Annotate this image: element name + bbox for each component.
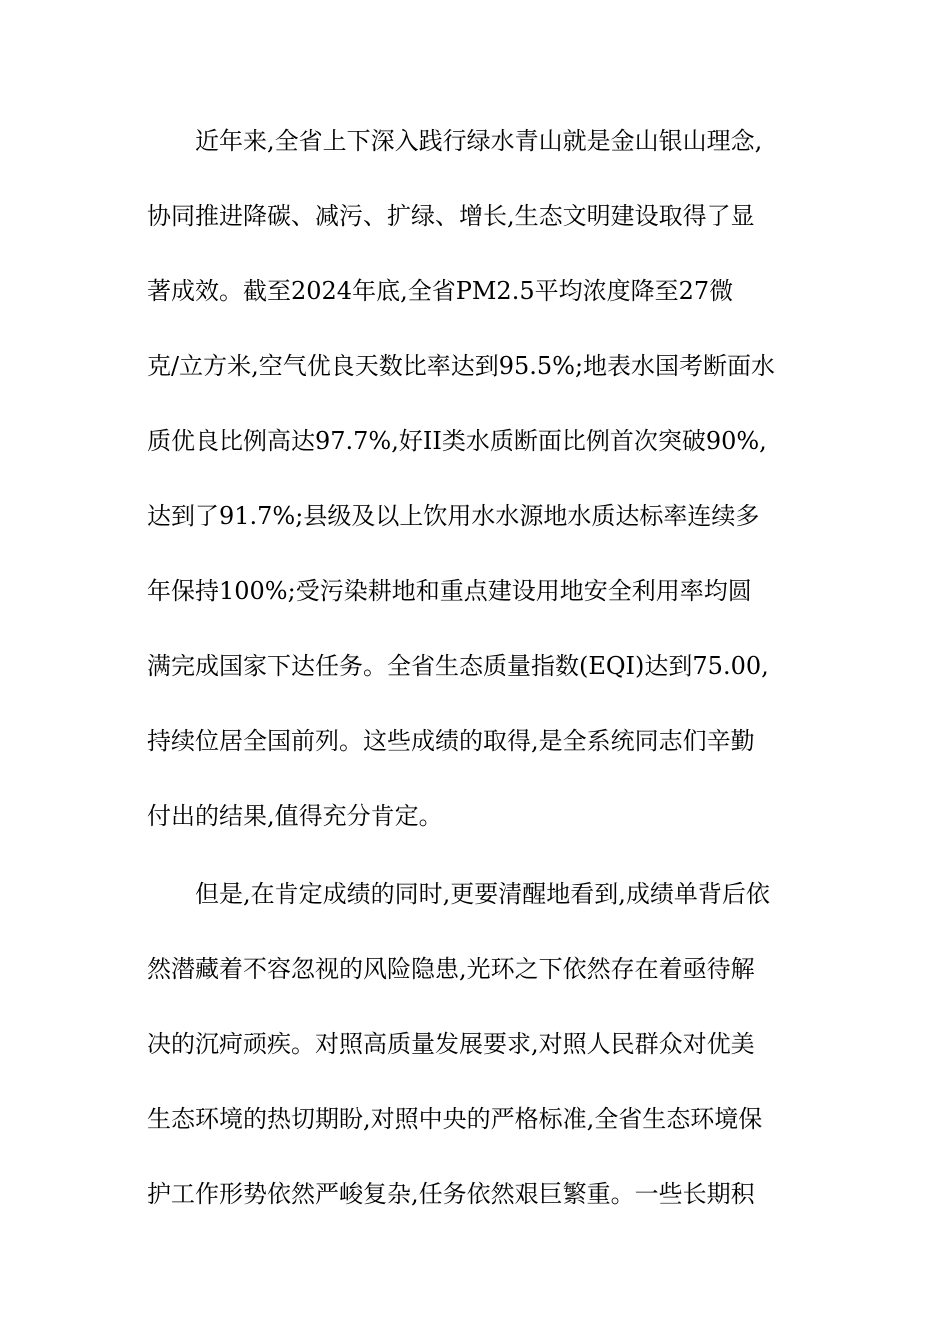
- text-line: 生态环境的热切期盼,对照中央的严格标准,全省生态环境保: [147, 1105, 763, 1133]
- paragraph-achievements: [147, 120, 807, 870]
- text-line: 近年来,全省上下深入践行绿水青山就是金山银山理念,: [195, 127, 763, 155]
- text-line: 持续位居全国前列。这些成绩的取得,是全系统同志们辛勤: [147, 727, 755, 755]
- text-line: 著成效。截至2024年底,全省PM2.5平均浓度降至27微: [147, 277, 734, 305]
- text-line: 但是,在肯定成绩的同时,更要清醒地看到,成绩单背后依: [195, 880, 770, 908]
- paragraph-challenges: [147, 873, 807, 1248]
- text-line: 然潜藏着不容忽视的风险隐患,光环之下依然存在着亟待解: [147, 955, 755, 983]
- text-line: 质优良比例高达97.7%,好II类水质断面比例首次突破90%,: [147, 427, 767, 455]
- text-line: 决的沉疴顽疾。对照高质量发展要求,对照人民群众对优美: [147, 1030, 755, 1058]
- text-line: 年保持100%;受污染耕地和重点建设用地安全利用率均圆: [147, 577, 752, 605]
- text-line: 克/立方米,空气优良天数比率达到95.5%;地表水国考断面水: [147, 352, 776, 380]
- text-line: 护工作形势依然严峻复杂,任务依然艰巨繁重。一些长期积: [147, 1180, 755, 1208]
- text-line: 协同推进降碳、减污、扩绿、增长,生态文明建设取得了显: [147, 202, 755, 230]
- text-line: 满完成国家下达任务。全省生态质量指数(EQI)达到75.00,: [147, 652, 769, 680]
- text-line: 付出的结果,值得充分肯定。: [147, 802, 443, 830]
- document-body: [147, 120, 807, 1248]
- text-line: 达到了91.7%;县级及以上饮用水水源地水质达标率连续多: [147, 502, 760, 530]
